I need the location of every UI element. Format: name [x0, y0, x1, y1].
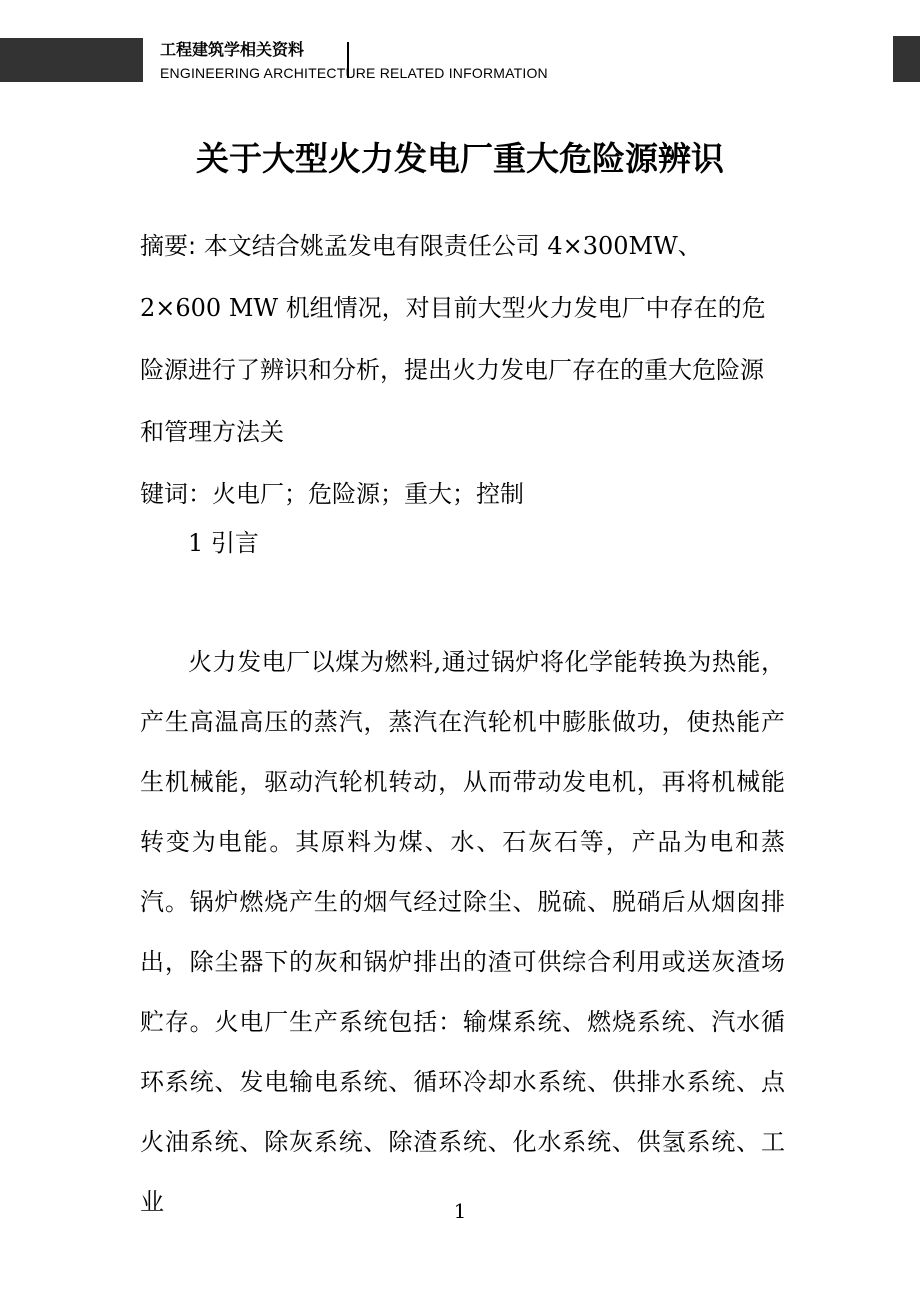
- abstract-paragraph: [140, 215, 780, 463]
- abstract: [140, 215, 780, 525]
- header-bar-right: [893, 36, 920, 82]
- header-title-cn: 工程建筑学相关资料: [160, 40, 305, 59]
- body-paragraph: 火力发电厂以煤为燃料,通过锅炉将化学能转换为热能，产生高温高压的蒸汽，蒸汽在汽轮机中膨胀做功，使热能产生机械能，驱动汽轮机转动，从而带动发电机，再将机械能转变为电能。其原料为煤、水、石灰石等，产品为电和蒸汽。锅炉燃烧产生的烟气经过除尘、脱硫、脱硝后从烟囱排出，除尘器下的灰和锅炉排出的渣可供综合利用或送灰渣场贮存。火电厂生产系统包括：输煤系统、燃烧系统、汽水循环系统、发电输电系统、循环冷却水系统、供排水系统、点火油系统、除灰系统、除渣系统、化水系统、供氢系统、工业: [140, 648, 785, 1216]
- header-bar-left: [0, 38, 143, 82]
- keywords: 键词：火电厂；危险源；重大；控制: [140, 480, 524, 508]
- header-title-en: ENGINEERING ARCHITECTURE RELATED INFORMATION: [160, 65, 548, 81]
- page-number: 1: [453, 1199, 467, 1223]
- section-heading: 1 引言: [188, 529, 259, 557]
- document-title: 关于大型火力发电厂重大危险源辨识: [196, 139, 724, 178]
- abstract-text: 本文结合姚孟发电有限责任公司 4×300MW、2×600 MW 机组情况，对目前大型火力发电厂中存在的危险源进行了辨识和分析，提出火力发电厂存在的重大危险源和管理方法关: [140, 232, 766, 446]
- abstract-label: 摘要:: [140, 232, 197, 260]
